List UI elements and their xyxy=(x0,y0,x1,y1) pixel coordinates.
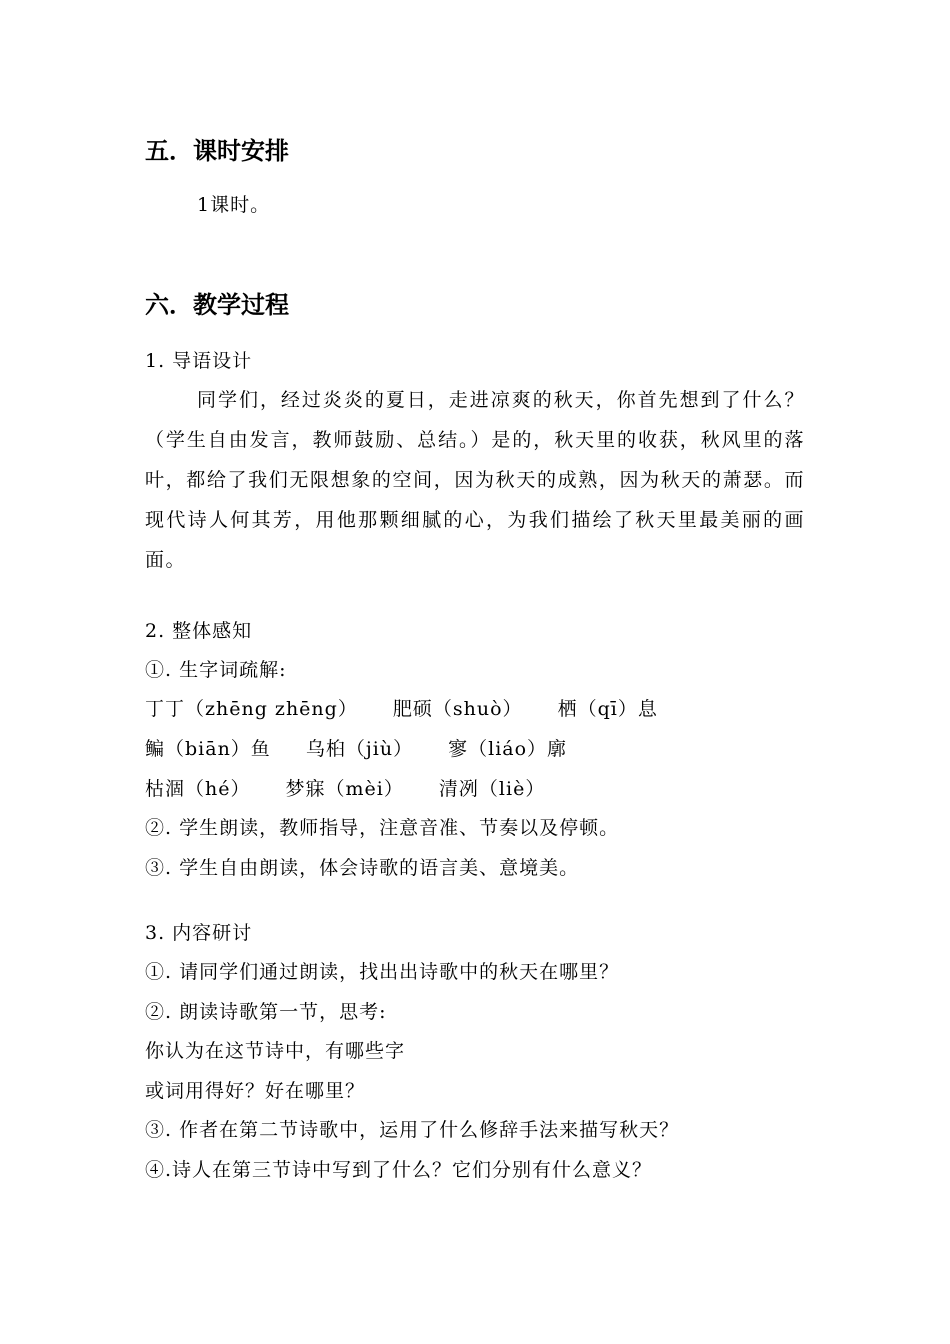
vocab-item: 梦寐（mèi） xyxy=(285,778,404,800)
section5-body: 1课时。 xyxy=(197,194,271,216)
vocab-item: 肥硕（shuò） xyxy=(392,698,523,720)
question-2-line-1: 你认为在这节诗中，有哪些字 xyxy=(145,1040,406,1062)
reading-instruction: ②. 学生朗读，教师指导，注意音准、节奏以及停顿。 xyxy=(145,817,620,839)
question-4: ④.诗人在第三节诗中写到了什么？它们分别有什么意义？ xyxy=(145,1159,653,1181)
question-1: ①. 请同学们通过朗读，找出出诗歌中的秋天在哪里？ xyxy=(145,961,620,983)
vocab-heading: ①. 生字词疏解: xyxy=(145,659,287,681)
section6-heading: 六．教学过程 xyxy=(145,291,289,319)
question-2: ②. 朗读诗歌第一节，思考: xyxy=(145,1001,387,1023)
vocab-row xyxy=(145,736,595,762)
vocab-row xyxy=(145,776,573,802)
free-reading-instruction: ③. 学生自由朗读，体会诗歌的语言美、意境美。 xyxy=(145,857,580,879)
part2-title: 2. 整体感知 xyxy=(145,620,253,642)
intro-paragraph-text: 同学们，经过炎炎的夏日，走进凉爽的秋天，你首先想到了什么？（学生自由发言，教师鼓励、总结。）是的，秋天里的收获，秋风里的落叶，都给了我们无限想象的空间，因为秋天的成熟，因为秋天的萧瑟。而现代诗人何其芳，用他那颗细腻的心，为我们描绘了秋天里最美丽的画面。 xyxy=(145,389,805,571)
vocab-item: 丁丁（zhēng zhēng） xyxy=(145,698,358,720)
part3-title: 3. 内容研讨 xyxy=(145,922,253,944)
vocab-item: 寥（liáo）廓 xyxy=(448,738,568,760)
vocab-item: 鳊（biān）鱼 xyxy=(145,738,271,760)
question-2-line-2: 或词用得好？好在哪里？ xyxy=(145,1080,366,1102)
question-3: ③. 作者在第二节诗歌中，运用了什么修辞手法来描写秋天？ xyxy=(145,1119,680,1141)
vocab-row xyxy=(145,696,686,722)
vocab-item: 清冽（liè） xyxy=(438,778,546,800)
vocab-item: 乌桕（jiù） xyxy=(305,738,414,760)
part1-title: 1. 导语设计 xyxy=(145,350,253,372)
vocab-item: 栖（qī）息 xyxy=(557,698,658,720)
section5-heading: 五．课时安排 xyxy=(145,137,289,165)
intro-paragraph xyxy=(145,380,805,580)
vocab-item: 枯涸（hé） xyxy=(145,778,251,800)
